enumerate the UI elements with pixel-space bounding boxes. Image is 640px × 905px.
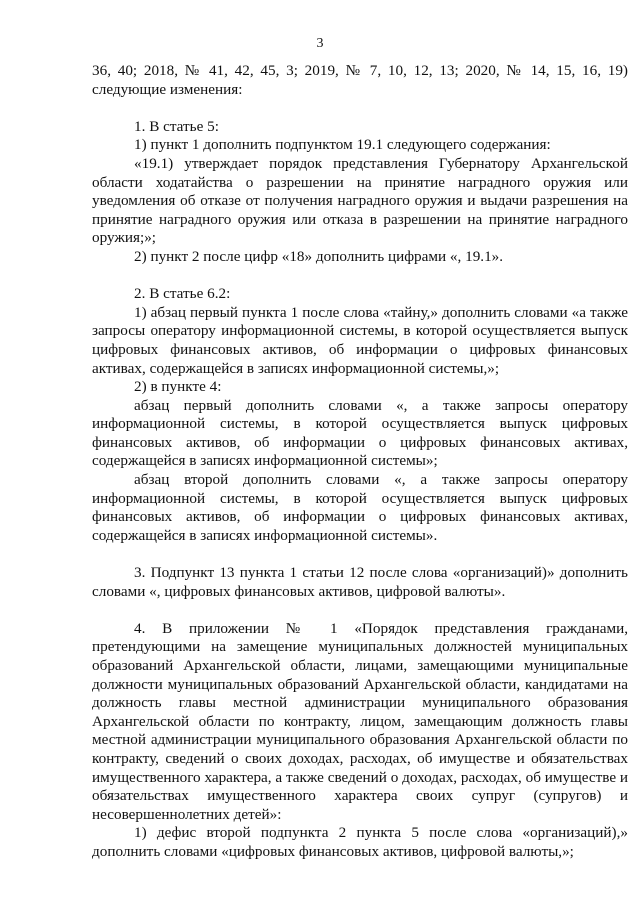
section-4: 4. В приложении № 1 «Порядок представления гражданами, претендующими на замещение муниципальных должностей муниципальных образований Архангельской области, лицами, замещающими муниципальные должности муниципальных образований Архангельской области, кандидатами на должность главы местной администрации муниципального образования Архангельской области по контракту, лицом, замещающим должность главы местной администрации муниципального образования Архангельской области по контракту, сведений о своих доходах, расходах, об имуществе и обязательствах имущественного характера, а также сведений о доходах, расходах, об имуществе и обязательствах имущественного характера своих супруг (супругов) и несовершеннолетних детей»:: [92, 619, 628, 823]
paragraph-1-2: 2) пункт 2 после цифр «18» дополнить цифрами «, 19.1».: [134, 247, 504, 265]
page-number: 3: [316, 36, 324, 51]
paragraph-2-2-a: абзац первый дополнить словами «, а также запросы оператору информационной системы, в которой осуществляется выпуск цифровых финансовых активов, об информации о цифровых финансовых активах, содержащейся в записях информационной системы»;: [92, 396, 628, 470]
paragraph-quote-19-1: «19.1) утверждает порядок представления Губернатору Архангельской области ходатайства о разрешении на принятие наградного оружия или уведомления об отказе от получения наградного оружия и выдачи разрешения на принятие наградного оружия или отказа в разрешении на принятие наградного оружия;»;: [92, 154, 628, 247]
section-2-heading: 2. В статье 6.2:: [134, 285, 231, 303]
paragraph-2-1: 1) абзац первый пункта 1 после слова «тайну,» дополнить словами «а также запросы оператору информационной системы, в которой осуществляется выпуск цифровых финансовых активов, об информации о цифровых финансовых активах, содержащейся в записях информационной системы,»;: [92, 303, 628, 377]
paragraph-continuation: 36, 40; 2018, № 41, 42, 45, 3; 2019, № 7, 10, 12, 13; 2020, № 14, 15, 16, 19) следующие изменения:: [92, 62, 628, 98]
section-1-heading: 1. В статье 5:: [134, 117, 219, 135]
section-3: 3. Подпункт 13 пункта 1 статьи 12 после слова «организаций)» дополнить словами «, цифровых финансовых активов, цифровой валюты».: [92, 564, 628, 600]
paragraph-4-1: 1) дефис второй подпункта 2 пункта 5 после слова «организаций),» дополнить словами «цифровых финансовых активов, цифровой валюты,»;: [92, 824, 628, 860]
paragraph-2-2: 2) в пункте 4:: [134, 378, 222, 396]
paragraph-1-1: 1) пункт 1 дополнить подпунктом 19.1 следующего содержания:: [134, 136, 551, 154]
document-body: [92, 62, 628, 862]
paragraph-2-2-b: абзац второй дополнить словами «, а также запросы оператору информационной системы, в которой осуществляется выпуск цифровых финансовых активов, об информации о цифровых финансовых активах, содержащейся в записях информационной системы».: [92, 471, 628, 544]
